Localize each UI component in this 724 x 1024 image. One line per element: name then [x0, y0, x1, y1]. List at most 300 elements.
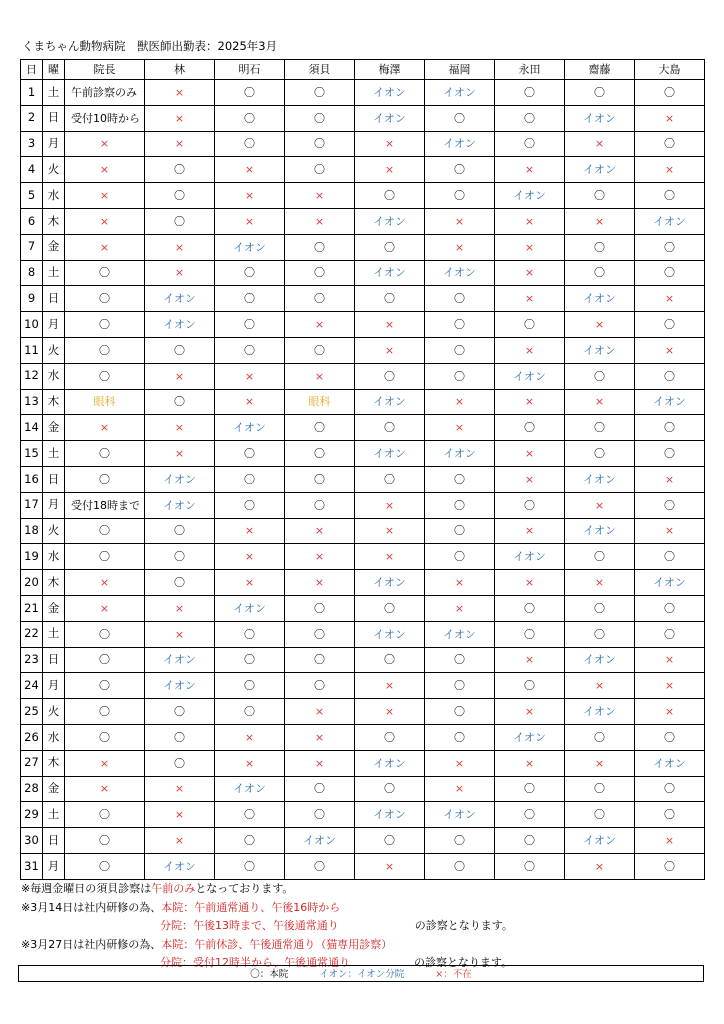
schedule-cell: イオン	[145, 312, 215, 338]
column-header: 明石	[215, 60, 285, 80]
schedule-cell: ×	[565, 492, 635, 518]
day-cell: 25	[21, 699, 43, 725]
schedule-cell: ×	[495, 466, 565, 492]
schedule-cell: イオン	[355, 570, 425, 596]
schedule-cell: 〇	[635, 363, 705, 389]
day-cell: 26	[21, 724, 43, 750]
schedule-cell: 〇	[635, 544, 705, 570]
schedule-cell: 〇	[65, 441, 145, 467]
schedule-cell: ×	[635, 518, 705, 544]
day-cell: 13	[21, 389, 43, 415]
schedule-cell: 〇	[565, 80, 635, 106]
schedule-cell: イオン	[355, 750, 425, 776]
table-row	[21, 157, 705, 183]
schedule-cell: 〇	[355, 286, 425, 312]
legend	[18, 965, 704, 982]
column-header: 福岡	[425, 60, 495, 80]
schedule-cell: ×	[565, 131, 635, 157]
schedule-cell: ×	[215, 570, 285, 596]
schedule-cell: ×	[285, 750, 355, 776]
schedule-cell: 受付18時まで	[65, 492, 145, 518]
schedule-cell: 〇	[425, 518, 495, 544]
schedule-cell: ×	[65, 750, 145, 776]
day-cell: 10	[21, 312, 43, 338]
schedule-cell: ×	[145, 234, 215, 260]
schedule-cell: 〇	[355, 234, 425, 260]
schedule-cell: ×	[285, 208, 355, 234]
schedule-cell: イオン	[565, 699, 635, 725]
schedule-cell: イオン	[355, 802, 425, 828]
schedule-cell: 〇	[635, 415, 705, 441]
table-row	[21, 337, 705, 363]
schedule-cell: 〇	[285, 80, 355, 106]
schedule-cell: 〇	[145, 544, 215, 570]
schedule-cell: イオン	[355, 441, 425, 467]
schedule-cell: ×	[145, 441, 215, 467]
schedule-cell: ×	[145, 131, 215, 157]
weekday-cell: 木	[43, 208, 65, 234]
schedule-cell: 〇	[285, 441, 355, 467]
schedule-cell: 〇	[495, 131, 565, 157]
page-title: くまちゃん動物病院 獣医師出勤表：2025年3月	[22, 39, 278, 53]
schedule-cell: 〇	[425, 853, 495, 879]
schedule-cell: 〇	[495, 595, 565, 621]
note-text: ※3月27日は社内研修の為、	[21, 937, 162, 951]
schedule-cell: イオン	[355, 105, 425, 131]
schedule-cell: 〇	[565, 441, 635, 467]
schedule-cell: ×	[635, 286, 705, 312]
schedule-cell: ×	[65, 157, 145, 183]
schedule-cell: ×	[355, 492, 425, 518]
day-cell: 5	[21, 183, 43, 209]
note-highlight: 本院：午前休診、午後通常通り（猫専用診察）	[161, 937, 393, 951]
schedule-cell: ×	[425, 595, 495, 621]
schedule-cell: ×	[65, 208, 145, 234]
schedule-cell: イオン	[215, 595, 285, 621]
schedule-cell: イオン	[355, 621, 425, 647]
schedule-cell: イオン	[565, 286, 635, 312]
schedule-cell: 〇	[425, 183, 495, 209]
schedule-cell: 〇	[215, 80, 285, 106]
schedule-cell: ×	[145, 621, 215, 647]
schedule-cell: 〇	[285, 673, 355, 699]
schedule-cell: イオン	[425, 260, 495, 286]
legend-main-clinic: 〇：本院	[250, 969, 289, 980]
table-row	[21, 260, 705, 286]
schedule-cell: 〇	[495, 828, 565, 854]
schedule-cell: イオン	[355, 389, 425, 415]
schedule-cell: ×	[425, 208, 495, 234]
note-text: ※毎週金曜日の須貝診察は	[21, 882, 152, 895]
schedule-cell: 〇	[355, 776, 425, 802]
schedule-cell: ×	[495, 750, 565, 776]
day-cell: 29	[21, 802, 43, 828]
weekday-cell: 土	[43, 441, 65, 467]
column-header: 大島	[635, 60, 705, 80]
schedule-cell: 〇	[65, 544, 145, 570]
schedule-cell: 〇	[145, 337, 215, 363]
schedule-cell: 〇	[635, 724, 705, 750]
schedule-cell: 〇	[65, 853, 145, 879]
day-cell: 31	[21, 853, 43, 879]
schedule-cell: ×	[285, 363, 355, 389]
schedule-cell: ×	[635, 105, 705, 131]
column-header: 日	[21, 60, 43, 80]
day-cell: 27	[21, 750, 43, 776]
note-highlight: 本院：午前通常通り、午後16時から	[161, 900, 341, 914]
schedule-cell: ×	[495, 157, 565, 183]
schedule-cell: 〇	[215, 260, 285, 286]
legend-aeon-branch: イオン：イオン分院	[319, 969, 405, 980]
schedule-cell: 〇	[355, 595, 425, 621]
roster-table	[20, 59, 705, 880]
schedule-cell: イオン	[635, 389, 705, 415]
schedule-cell: 〇	[565, 183, 635, 209]
schedule-cell: イオン	[425, 131, 495, 157]
table-row	[21, 183, 705, 209]
schedule-cell: 〇	[565, 621, 635, 647]
schedule-cell: イオン	[145, 853, 215, 879]
schedule-cell: 〇	[65, 518, 145, 544]
schedule-cell: ×	[495, 260, 565, 286]
schedule-cell: ×	[635, 673, 705, 699]
weekday-cell: 月	[43, 673, 65, 699]
table-row	[21, 492, 705, 518]
weekday-cell: 火	[43, 518, 65, 544]
schedule-cell: 〇	[495, 492, 565, 518]
schedule-cell: 〇	[215, 647, 285, 673]
note-march-14	[21, 899, 513, 918]
schedule-cell: 〇	[425, 673, 495, 699]
schedule-cell: 〇	[65, 312, 145, 338]
schedule-cell: 〇	[495, 673, 565, 699]
schedule-cell: 〇	[65, 621, 145, 647]
schedule-cell: イオン	[565, 337, 635, 363]
weekday-cell: 月	[43, 131, 65, 157]
schedule-cell: 〇	[215, 621, 285, 647]
schedule-cell: 〇	[565, 544, 635, 570]
day-cell: 3	[21, 131, 43, 157]
table-row	[21, 208, 705, 234]
table-row	[21, 286, 705, 312]
schedule-cell: ×	[65, 570, 145, 596]
day-cell: 15	[21, 441, 43, 467]
schedule-cell: ×	[495, 389, 565, 415]
schedule-cell: ×	[285, 183, 355, 209]
schedule-cell: 〇	[565, 802, 635, 828]
weekday-cell: 木	[43, 389, 65, 415]
schedule-cell: 〇	[635, 131, 705, 157]
note-march-27	[21, 936, 513, 955]
schedule-cell: イオン	[565, 105, 635, 131]
day-cell: 7	[21, 234, 43, 260]
weekday-cell: 水	[43, 544, 65, 570]
day-cell: 23	[21, 647, 43, 673]
schedule-cell: 〇	[285, 157, 355, 183]
schedule-cell: ×	[355, 518, 425, 544]
schedule-cell: 午前診察のみ	[65, 80, 145, 106]
schedule-cell: ×	[635, 828, 705, 854]
weekday-cell: 土	[43, 260, 65, 286]
weekday-cell: 水	[43, 724, 65, 750]
schedule-cell: 〇	[495, 853, 565, 879]
schedule-cell: イオン	[495, 363, 565, 389]
schedule-cell: 〇	[495, 80, 565, 106]
schedule-cell: 〇	[635, 621, 705, 647]
schedule-cell: 〇	[495, 776, 565, 802]
schedule-cell: 〇	[285, 621, 355, 647]
schedule-cell: イオン	[215, 415, 285, 441]
schedule-cell: 〇	[565, 234, 635, 260]
schedule-cell: ×	[355, 673, 425, 699]
schedule-cell: 〇	[425, 492, 495, 518]
weekday-cell: 金	[43, 595, 65, 621]
schedule-cell: 〇	[65, 673, 145, 699]
column-header: 梅澤	[355, 60, 425, 80]
schedule-cell: ×	[355, 544, 425, 570]
schedule-cell: ×	[565, 853, 635, 879]
schedule-cell: 〇	[635, 853, 705, 879]
schedule-cell: イオン	[565, 518, 635, 544]
weekday-cell: 火	[43, 157, 65, 183]
schedule-cell: ×	[355, 337, 425, 363]
notes	[21, 880, 513, 973]
schedule-cell: ×	[565, 389, 635, 415]
schedule-cell: 〇	[215, 853, 285, 879]
schedule-cell: ×	[565, 673, 635, 699]
schedule-cell: ×	[635, 466, 705, 492]
day-cell: 2	[21, 105, 43, 131]
schedule-cell: ×	[65, 234, 145, 260]
table-row	[21, 466, 705, 492]
schedule-cell: 〇	[145, 724, 215, 750]
weekday-cell: 日	[43, 828, 65, 854]
note-highlight: 分院：午後13時まで、午後通常通り	[160, 919, 339, 933]
schedule-cell: イオン	[215, 776, 285, 802]
schedule-cell: イオン	[285, 828, 355, 854]
schedule-cell: イオン	[635, 570, 705, 596]
note-text: となっております。	[195, 882, 294, 895]
schedule-cell: イオン	[145, 492, 215, 518]
schedule-cell: ×	[285, 544, 355, 570]
schedule-cell: 〇	[635, 492, 705, 518]
day-cell: 8	[21, 260, 43, 286]
header-row	[21, 60, 705, 80]
schedule-cell: 〇	[285, 260, 355, 286]
weekday-cell: 月	[43, 312, 65, 338]
schedule-cell: 〇	[635, 802, 705, 828]
table-row	[21, 234, 705, 260]
schedule-cell: イオン	[355, 80, 425, 106]
note-friday	[21, 880, 513, 899]
day-cell: 21	[21, 595, 43, 621]
schedule-cell: 眼科	[65, 389, 145, 415]
schedule-cell: ×	[65, 595, 145, 621]
table-row	[21, 828, 705, 854]
weekday-cell: 火	[43, 337, 65, 363]
schedule-cell: ×	[635, 157, 705, 183]
schedule-cell: ×	[635, 647, 705, 673]
schedule-cell: 〇	[215, 105, 285, 131]
schedule-cell: 〇	[355, 828, 425, 854]
schedule-cell: 〇	[495, 802, 565, 828]
weekday-cell: 木	[43, 570, 65, 596]
day-cell: 28	[21, 776, 43, 802]
schedule-cell: 〇	[145, 699, 215, 725]
note-text: の診察となります。	[414, 919, 513, 933]
legend-absent: ×：不在	[435, 969, 472, 980]
schedule-cell: 〇	[565, 724, 635, 750]
schedule-cell: 〇	[495, 415, 565, 441]
schedule-cell: ×	[495, 518, 565, 544]
schedule-cell: ×	[65, 415, 145, 441]
table-row	[21, 570, 705, 596]
table-row	[21, 105, 705, 131]
schedule-cell: ×	[495, 208, 565, 234]
day-cell: 16	[21, 466, 43, 492]
schedule-cell: ×	[635, 337, 705, 363]
day-cell: 20	[21, 570, 43, 596]
schedule-cell: ×	[285, 724, 355, 750]
schedule-cell: イオン	[495, 544, 565, 570]
schedule-cell: 〇	[635, 595, 705, 621]
weekday-cell: 土	[43, 621, 65, 647]
schedule-cell: 受付10時から	[65, 105, 145, 131]
note-highlight: 午前のみ	[151, 882, 196, 895]
weekday-cell: 金	[43, 415, 65, 441]
schedule-cell: 〇	[355, 724, 425, 750]
day-cell: 9	[21, 286, 43, 312]
schedule-cell: イオン	[565, 466, 635, 492]
table-row	[21, 853, 705, 879]
day-cell: 14	[21, 415, 43, 441]
schedule-cell: 〇	[65, 828, 145, 854]
column-header: 曜	[43, 60, 65, 80]
weekday-cell: 日	[43, 105, 65, 131]
schedule-cell: 〇	[495, 621, 565, 647]
schedule-cell: 〇	[285, 234, 355, 260]
schedule-cell: 〇	[215, 286, 285, 312]
schedule-cell: ×	[215, 389, 285, 415]
schedule-cell: 〇	[285, 466, 355, 492]
schedule-cell: ×	[285, 699, 355, 725]
table-row	[21, 363, 705, 389]
schedule-cell: 〇	[635, 183, 705, 209]
schedule-cell: 〇	[355, 647, 425, 673]
schedule-cell: 〇	[425, 647, 495, 673]
schedule-cell: 〇	[145, 157, 215, 183]
weekday-cell: 火	[43, 699, 65, 725]
schedule-cell: イオン	[495, 724, 565, 750]
schedule-cell: ×	[145, 776, 215, 802]
schedule-cell: 〇	[285, 776, 355, 802]
table-row	[21, 131, 705, 157]
day-cell: 12	[21, 363, 43, 389]
schedule-cell: イオン	[355, 260, 425, 286]
schedule-cell: ×	[215, 208, 285, 234]
table-row	[21, 595, 705, 621]
schedule-cell: 〇	[65, 260, 145, 286]
schedule-cell: 〇	[355, 363, 425, 389]
table-row	[21, 80, 705, 106]
schedule-cell: 〇	[145, 518, 215, 544]
schedule-cell: イオン	[355, 208, 425, 234]
schedule-cell: 〇	[635, 441, 705, 467]
schedule-cell: 〇	[145, 750, 215, 776]
schedule-cell: 〇	[285, 415, 355, 441]
schedule-cell: 〇	[215, 802, 285, 828]
table-row	[21, 699, 705, 725]
schedule-cell: ×	[355, 853, 425, 879]
weekday-cell: 日	[43, 466, 65, 492]
schedule-cell: イオン	[425, 802, 495, 828]
schedule-cell: 〇	[145, 208, 215, 234]
schedule-cell: ×	[215, 183, 285, 209]
schedule-cell: 〇	[65, 802, 145, 828]
schedule-cell: 〇	[215, 312, 285, 338]
schedule-cell: 〇	[65, 699, 145, 725]
schedule-cell: ×	[565, 312, 635, 338]
schedule-cell: 〇	[635, 260, 705, 286]
weekday-cell: 水	[43, 363, 65, 389]
schedule-cell: 〇	[425, 828, 495, 854]
schedule-cell: ×	[215, 544, 285, 570]
note-text: ※3月14日は社内研修の為、	[21, 900, 162, 914]
note-text: の診察となります。	[414, 956, 513, 970]
schedule-cell: 〇	[145, 389, 215, 415]
schedule-cell: 〇	[285, 105, 355, 131]
schedule-cell: 〇	[495, 312, 565, 338]
schedule-cell: ×	[145, 595, 215, 621]
schedule-cell: イオン	[425, 441, 495, 467]
schedule-cell: 〇	[355, 415, 425, 441]
weekday-cell: 金	[43, 776, 65, 802]
schedule-cell: 〇	[145, 183, 215, 209]
weekday-cell: 月	[43, 853, 65, 879]
schedule-cell: 〇	[285, 647, 355, 673]
schedule-cell: ×	[425, 776, 495, 802]
schedule-cell: ×	[215, 518, 285, 544]
schedule-cell: ×	[565, 570, 635, 596]
schedule-cell: イオン	[565, 157, 635, 183]
schedule-cell: 〇	[215, 337, 285, 363]
schedule-cell: 〇	[635, 312, 705, 338]
schedule-cell: 〇	[565, 415, 635, 441]
schedule-cell: 〇	[565, 776, 635, 802]
schedule-cell: 〇	[425, 724, 495, 750]
day-cell: 18	[21, 518, 43, 544]
schedule-cell: 〇	[355, 466, 425, 492]
weekday-cell: 金	[43, 234, 65, 260]
day-cell: 17	[21, 492, 43, 518]
schedule-cell: イオン	[495, 183, 565, 209]
schedule-cell: 〇	[215, 828, 285, 854]
table-row	[21, 647, 705, 673]
schedule-cell: ×	[425, 415, 495, 441]
schedule-cell: ×	[495, 570, 565, 596]
schedule-cell: 〇	[65, 363, 145, 389]
table-row	[21, 802, 705, 828]
table-row	[21, 750, 705, 776]
schedule-cell: ×	[145, 363, 215, 389]
column-header: 院長	[65, 60, 145, 80]
schedule-cell: 〇	[495, 105, 565, 131]
schedule-cell: 〇	[145, 570, 215, 596]
schedule-cell: ×	[65, 183, 145, 209]
schedule-cell: ×	[425, 750, 495, 776]
schedule-cell: 〇	[355, 183, 425, 209]
weekday-cell: 月	[43, 492, 65, 518]
